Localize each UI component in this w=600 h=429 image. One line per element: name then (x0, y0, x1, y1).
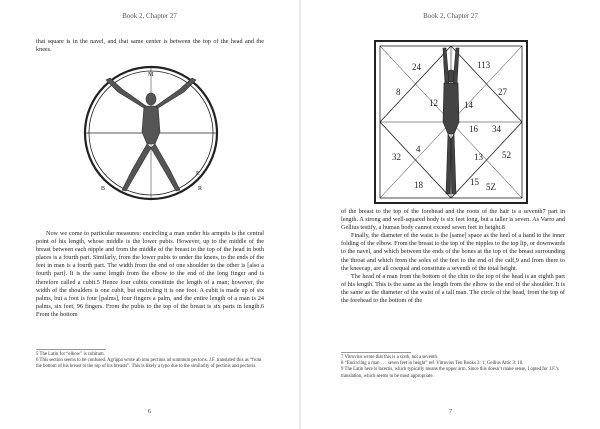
figure-number: 34 (492, 124, 501, 134)
figure-number: 15 (470, 177, 479, 187)
figure-number: 4 (416, 144, 421, 154)
figure-number: 12 (429, 98, 438, 108)
page-number: 6 (147, 408, 152, 415)
page-number: 7 (448, 408, 453, 415)
continuation-paragraph: of the breast to the top of the forehead and the roots of the hair is a seventh7 part in length. A strong and well-squared body is six feet long, but a taller is seven. As Varro and Gellius testify, a human body cannot exceed seven feet in height.8 (341, 208, 565, 232)
footnote: 5 The Latin for “elbow” is cubitum. (36, 352, 105, 357)
right-page (301, 0, 600, 429)
figure-number: 52 (502, 150, 511, 160)
footnote-rule (341, 352, 411, 353)
footnote-rule (36, 349, 106, 350)
figure-number: 13 (474, 152, 483, 162)
figure-number: 8 (396, 87, 401, 97)
figure-number: 5Z (486, 182, 496, 192)
figure-number: 18 (414, 180, 423, 190)
figure-letter-m: M (148, 72, 154, 78)
footnote: 9 The Latin here is lacertis, which typically means the upper arm. Since this doesn’t make sense, I opted for J.F.’s translation, which seems to be most appropriate. (341, 367, 559, 379)
figure-letter-e: E (196, 171, 200, 177)
body-paragraph: Now we come to particular measures: encircling a man under his armpits is the central point of his length, whose middle is the lower pubis. However, up to the middle of the breast between each nipple and from the middle of the breast to the top of the head in both places is a fourth part. Similarly, from the lower pubis to under the knees, to the ends of the feet in man is a fourth part. The width from the end of one shoulder to the other is [also a fourth part]. It is the same length from the elbow to the end of the long finger and is therefore called a cubit.5 Hence four cubits constitute the length of a man; however, the width of the shoulders is one cubit, but encircling it is one foot. A cubit is made up of six palms, but a foot is four [palms], four fingers a palm, and the entire length of a man is 24 palms, six feet, 96 fingers. From the pubis to the top of the breast is six parts in length.6 From the bottom (36, 230, 264, 318)
figure-letter-r: R (198, 186, 203, 192)
footnote: 8 “Encircling a man . . . seven feet in height” ref. Vitruvius Ten Books 3: 1; Gellius Attic 3: 10. (341, 361, 524, 367)
intro-paragraph: that square is in the navel, and that same center is between the top of the head and the knees. (36, 38, 264, 54)
figure-number: 16 (469, 124, 478, 134)
footnotes (341, 355, 565, 380)
intro-text (36, 38, 264, 54)
body-paragraph: The head of a man from the bottom of the chin to the top of the head is an eighth part of his length. This is the same as the length from the elbow to the end of the shoulder. It is the same as the diameter of the waist of a tall man. The circle of the head, from the top of the forehead to the bottom of the (341, 272, 565, 305)
figure-letter-b: B (101, 186, 106, 192)
body-text (341, 208, 565, 305)
figure-number: 32 (392, 152, 401, 162)
running-header: Book 2, Chapter 27 (423, 12, 478, 20)
body-paragraph: Finally, the diameter of the waist is the [same] space as the heel of a hand to the inner folding of the elbow. From the breast to the top of the nipples to the top lip, or downwards to the navel, and which between the ends of the bones at the top of the breast surrounding the throat and which from the soles of the feet to the end of the calf,9 and from there to the kneecap, are all coequal and constitute a seventh of the total height. (341, 232, 565, 272)
footnotes (36, 352, 264, 371)
figure-number: 24 (412, 62, 421, 72)
footnote: 7 Vitruvius wrote that this is a sixth, not a seventh. (341, 355, 439, 360)
running-header: Book 2, Chapter 27 (122, 12, 177, 20)
left-page (0, 0, 299, 429)
vitruvian-circle-figure (80, 62, 222, 204)
figure-number: 14 (464, 100, 473, 110)
microcosm-square-figure (374, 40, 528, 204)
figure-number: 113 (477, 60, 491, 70)
body-text (36, 230, 264, 319)
figure-number: 27 (498, 87, 507, 97)
footnote: 6 This section seems to be confused. Agrippa wrote ab imo pectinis ad summum pectoris. J.F. translated this as “from the bottom of his breast to the top of his breasts”. This is likely a typo due to the similarity of pectinis and pectoris. (36, 358, 262, 370)
